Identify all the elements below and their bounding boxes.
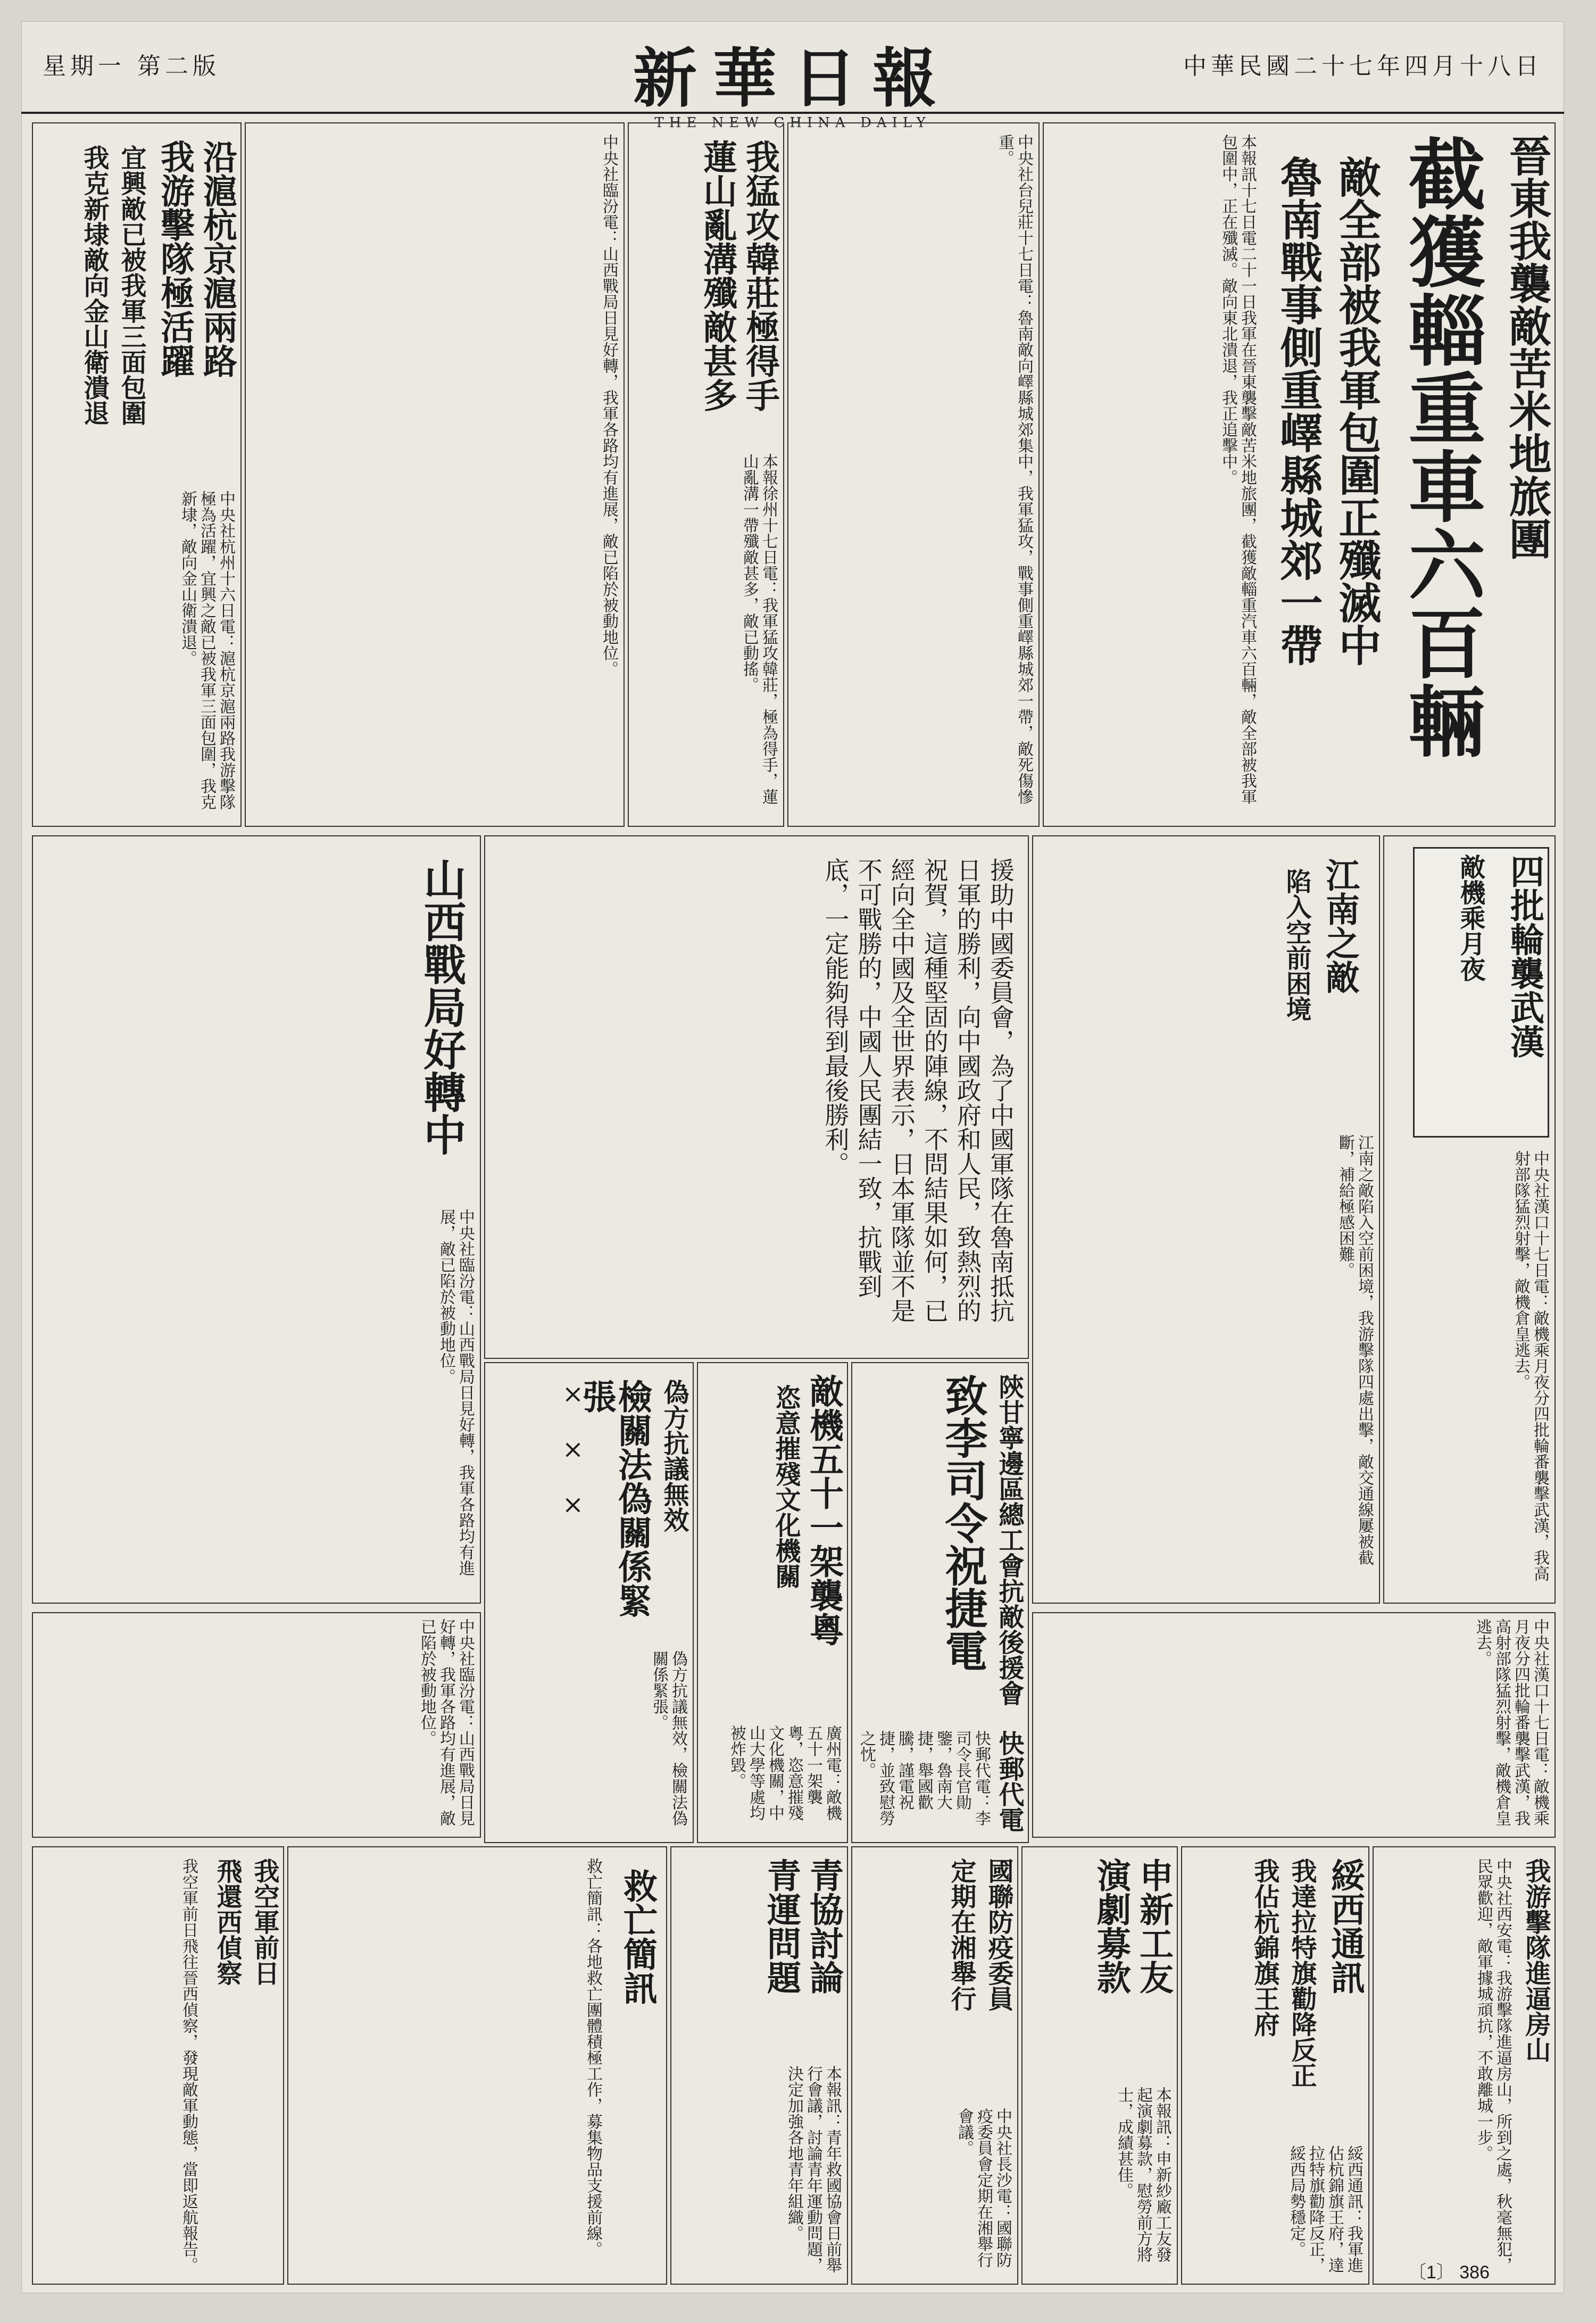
editorial-aid (484, 835, 1029, 1359)
misc-mid-body: 中央社漢口十七日電：敵機乘月夜分四批輪番襲擊武漢，我高射部隊猛烈射擊，敵機倉皇逃去。 (1473, 1619, 1549, 1826)
airforce-body: 我空軍前日飛往晉西偵察，發現敵軍動態，當即返航報告。 (179, 1858, 198, 2273)
story-suixi (1181, 1846, 1369, 2285)
lead-headline: 截獲輜重車六百輛 (1395, 134, 1486, 760)
shanxi-body: 中央社臨汾電：山西戰局日見好轉，我軍各路均有進展，敵已陷於被動地位。 (437, 1209, 475, 1576)
guerrillas-sub: 我游擊隊極活躍 (155, 139, 195, 378)
story-guerrillas (32, 122, 242, 827)
suixi-head: 我達拉特旗勸降反正 (1287, 1858, 1317, 2088)
telegram-kicker: 陝甘寧邊區總工會抗敵後援會 (994, 1374, 1024, 1706)
story-lower-left (32, 1612, 481, 1838)
story-guangdong (697, 1362, 848, 1843)
guangdong-body: 廣州電：敵機五十一架襲粵，恣意摧殘文化機關，中山大學等處均被炸毀。 (727, 1725, 842, 1821)
airforce-sub: 飛還西偵察 (212, 1858, 242, 1986)
jiangnan-body: 江南之敵陷入空前困境，我游擊隊四處出擊，敵交通線屢被截斷，補給極感困難。 (1336, 1134, 1374, 1565)
night-raid-title: 敵機乘月夜 (1456, 854, 1485, 982)
customs-sub: 檢關法偽關係緊張 (576, 1379, 652, 1617)
story-jiangnan (1032, 835, 1380, 1604)
story-hanzhuang-sub: 蓮山亂溝殲敵甚多 (697, 139, 737, 412)
shanxi-title: 山西戰局好轉中 (417, 858, 467, 1156)
masthead-title-block (601, 28, 984, 131)
night-raid-body: 中央社漢口十七日電：敵機乘月夜分四批輪番襲擊武漢，我高射部隊猛烈射擊，敵機倉皇逃去。 (1511, 1150, 1549, 1581)
briefs-title: 救亡簡訊 (618, 1869, 658, 2005)
newspaper-title: 新華日報 (633, 41, 952, 116)
fangshan-title: 我游擊隊進逼房山 (1521, 1858, 1551, 2062)
fangshan-body: 中央社西安電：我游擊隊進逼房山，所到之處，秋毫無犯，民眾歡迎，敵軍據城頑抗，不敢離城一步。 (1474, 1858, 1512, 2273)
lead-sub-1: 敵全部被我軍包圍正殲滅中 (1332, 155, 1382, 666)
story-hanzhuang-title: 我猛攻韓莊極得手 (740, 139, 780, 412)
night-raid-sub: 四批輪襲武漢 (1504, 854, 1544, 1058)
jiangnan-sub: 陷入空前困境 (1282, 868, 1311, 1022)
newspaper-subtitle: THE NEW CHINA DAILY (654, 115, 931, 131)
lead-story (1043, 122, 1556, 827)
league-title: 國聯防疫委員 (984, 1858, 1013, 2011)
youth-body: 本報訊：青年救國協會日前舉行會議，討論青年運動問題，決定加強各地青年組織。 (785, 2065, 842, 2273)
story-telegram (851, 1362, 1029, 1843)
guerrillas-title: 沿滬杭京滬兩路 (197, 139, 237, 378)
story-hanzhuang-body: 本報徐州十七日電：我軍猛攻韓莊，極為得手，蓮山亂溝一帶殲敵甚多，敵已動搖。 (740, 453, 778, 804)
guangdong-sub: 恣意摧殘文化機關 (771, 1384, 801, 1589)
story-junction-body: 中央社台兒莊十七日電：魯南敵向嶧縣城郊集中，我軍猛攻，戰事側重嶧縣城郊一帶，敵死傷慘重。 (995, 134, 1033, 804)
shenxin-body: 本報訊：申新紗廠工友發起演劇募款，慰勞前方將士，成績甚佳。 (1115, 2087, 1171, 2262)
masthead-page-info: 星期一 第二版 (43, 53, 220, 80)
story-misc-top (245, 122, 625, 827)
night-raid-box (1413, 847, 1549, 1138)
editorial-aid-body: 援助中國委員會，為了中國軍隊在魯南抵抗日軍的勝利，向中國政府和人民，致熱烈的祝賀，這種堅固的陣線，不問結果如何，已經向全中國及全世界表示，日本軍隊並不是不可戰勝的，中國人民團結一致，抗戰到底，一定能夠得到最後勝利。 (821, 858, 1015, 1323)
telegram-body: 快郵代電：李司令長官勛鑒，魯南大捷，舉國歡騰，謹電祝捷，並致慰勞之忱。 (857, 1730, 991, 1826)
lead-sub-2: 魯南戰事側重嶧縣城郊一帶 (1273, 155, 1323, 666)
story-league (851, 1846, 1018, 2285)
shenxin-title: 申新工友 (1134, 1858, 1174, 1994)
telegram-subhead: 快郵代電 (994, 1730, 1024, 1832)
story-junction (787, 122, 1040, 827)
story-youth (670, 1846, 848, 2285)
masthead-date: 中華民國二十七年四月十八日 (1183, 53, 1543, 80)
suixi-sub: 我佔杭錦旗王府 (1250, 1858, 1279, 2037)
story-misc-mid (1032, 1612, 1556, 1838)
briefs-body: 救亡簡訊：各地救亡團體積極工作，募集物品支援前線。 (584, 1858, 602, 2257)
lower-left-body: 中央社臨汾電：山西戰局日見好轉，我軍各路均有進展，敵已陷於被動地位。 (418, 1619, 475, 1826)
league-body: 中央社長沙電：國聯防疫委員會定期在湘舉行會議。 (955, 2108, 1012, 2268)
telegram-title: 致李司令祝捷電 (938, 1374, 988, 1672)
league-sub: 定期在湘舉行 (946, 1858, 976, 2011)
masthead (21, 21, 1564, 131)
story-fangshan (1373, 1846, 1556, 2285)
airforce-title: 我空軍前日 (250, 1858, 279, 1986)
guangdong-title: 敵機五十一架襲粵 (804, 1374, 844, 1646)
newspaper-page (21, 21, 1564, 2293)
suixi-body: 綏西通訊：我軍進佔杭錦旗王府，達拉特旗勸降反正，綏西局勢穩定。 (1287, 2145, 1363, 2273)
story-briefs (287, 1846, 667, 2285)
customs-title: 偽方抗議無效 (659, 1379, 689, 1532)
story-airforce (32, 1846, 284, 2285)
guerrillas-body: 中央社杭州十六日電：滬杭京滬兩路我游擊隊極為活躍，宜興之敵已被我軍三面包圍，我克新埭，敵向金山衛潰退。 (178, 491, 235, 810)
story-shanxi (32, 835, 481, 1604)
lead-body: 本報訊十七日電二十一日我軍在晉東襲擊敵苦米地旅團，截獲敵輜重汽車六百輛，敵全部被我軍包圍中，正在殲滅。敵向東北潰退，我正追擊中。 (1219, 134, 1257, 804)
jiangnan-title: 江南之敵 (1320, 858, 1360, 994)
youth-sub: 青運問題 (761, 1858, 801, 1994)
story-hanzhuang (628, 122, 784, 827)
archive-page-tag: 〔1〕 386 (1408, 2262, 1490, 2283)
section-stars: × × × (558, 1379, 588, 1520)
guerrillas-note-1: 宜興敵已被我軍三面包圍 (117, 145, 146, 426)
story-misc-top-body: 中央社臨汾電：山西戰局日見好轉，我軍各路均有進展，敵已陷於被動地位。 (600, 134, 618, 677)
customs-body: 偽方抗議無效，檢關法偽關係緊張。 (650, 1650, 687, 1826)
lead-kicker: 晉東我襲敵苦米地旅團 (1502, 134, 1552, 560)
story-customs (484, 1362, 694, 1843)
guerrillas-note-2: 我克新埭敵向金山衛潰退 (79, 145, 109, 426)
suixi-title: 綏西通訊 (1325, 1858, 1365, 1994)
story-night-raid (1383, 835, 1556, 1604)
shenxin-sub: 演劇募款 (1091, 1858, 1131, 1994)
story-shenxin (1021, 1846, 1178, 2285)
youth-title: 青協討論 (804, 1858, 844, 1994)
